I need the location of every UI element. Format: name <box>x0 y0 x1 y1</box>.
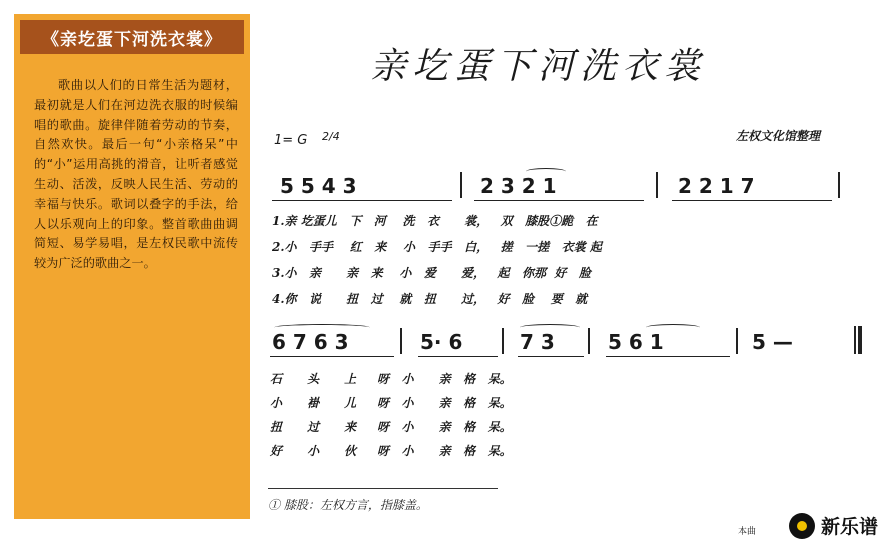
row2-measure-3: 7 3 <box>520 330 555 354</box>
final-barline-thin <box>854 326 856 354</box>
slur-mark <box>526 168 566 175</box>
row1-measure-2: 2 3 2 1 <box>480 174 557 198</box>
barline <box>838 172 840 198</box>
site-brand <box>789 512 878 539</box>
row2-measure-2: 5· 6 <box>420 330 463 354</box>
barline <box>656 172 658 198</box>
song-title: 亲圪蛋下河洗衣裳 <box>370 46 707 87</box>
row1-lyric-verse-3: 3.小 亲 亲 来 小 爱 爱， 起 你那 好 脸 <box>272 266 591 280</box>
row2-underline <box>418 356 498 357</box>
barline <box>400 328 402 354</box>
barline <box>460 172 462 198</box>
arranger-credit: 左权文化馆整理 <box>736 129 821 143</box>
row2-measure-1: 6 7 6 3 <box>272 330 349 354</box>
page-label: 本曲 <box>738 527 757 537</box>
intro-panel <box>14 14 250 519</box>
footnote: ① 膝股：左权方言，指膝盖。 <box>268 498 428 512</box>
footnote-divider <box>268 488 498 489</box>
row1-lyric-verse-1: 1.亲 圪蛋儿 下 河 洗 衣 裳， 双 膝股①跪 在 <box>272 214 598 228</box>
barline <box>736 328 738 354</box>
row2-lyric-verse-3: 扭 过 来 呀 小 亲 格 呆。 <box>270 420 512 434</box>
row2-underline <box>518 356 584 357</box>
row2-measure-5: 5 — <box>752 330 793 354</box>
score-area <box>258 0 888 545</box>
row2-lyric-verse-1: 石 头 上 呀 小 亲 格 呆。 <box>270 372 512 386</box>
row1-measure-1: 5 5 4 3 <box>280 174 357 198</box>
key-signature: 1= G <box>274 133 308 148</box>
row1-underline <box>272 200 452 201</box>
row1-underline <box>672 200 832 201</box>
row2-measure-4: 5 6 1 <box>608 330 664 354</box>
brand-name: 新乐谱 <box>820 516 878 538</box>
intro-text: 歌曲以人们的日常生活为题材，最初就是人们在河边洗衣服的时候编唱的歌曲。旋律伴随着劳动的节奏，自然欢快。最后一句“小亲格呆”中的“小”运用高挑的滑音，让听者感觉生动、活泼，反映人民生活、劳动的幸福与快乐。歌词以叠字的手法，给人以乐观向上的印象。整首歌曲曲调简短、易学易唱，是左权民歌中流传较为广泛的歌曲之一。 <box>34 78 238 271</box>
row1-measure-3: 2 2 1 7 <box>678 174 755 198</box>
row1-lyric-verse-4: 4.你 说 扭 过 就 扭 过， 好 脸 要 就 <box>272 292 588 306</box>
barline <box>588 328 590 354</box>
row2-underline <box>606 356 730 357</box>
row1-underline <box>474 200 644 201</box>
barline <box>502 328 504 354</box>
row2-lyric-verse-2: 小 褂 儿 呀 小 亲 格 呆。 <box>270 396 512 410</box>
row1-lyric-verse-2: 2.小 手手 红 来 小 手手 白， 搓 一搓 衣裳 起 <box>272 240 602 254</box>
row2-lyric-verse-4: 好 小 伙 呀 小 亲 格 呆。 <box>270 444 512 458</box>
row2-underline <box>270 356 394 357</box>
record-icon <box>789 513 815 539</box>
time-signature: 2/4 <box>322 130 340 143</box>
final-barline-thick <box>858 326 862 354</box>
intro-title: 《亲圪蛋下河洗衣裳》 <box>20 20 244 54</box>
